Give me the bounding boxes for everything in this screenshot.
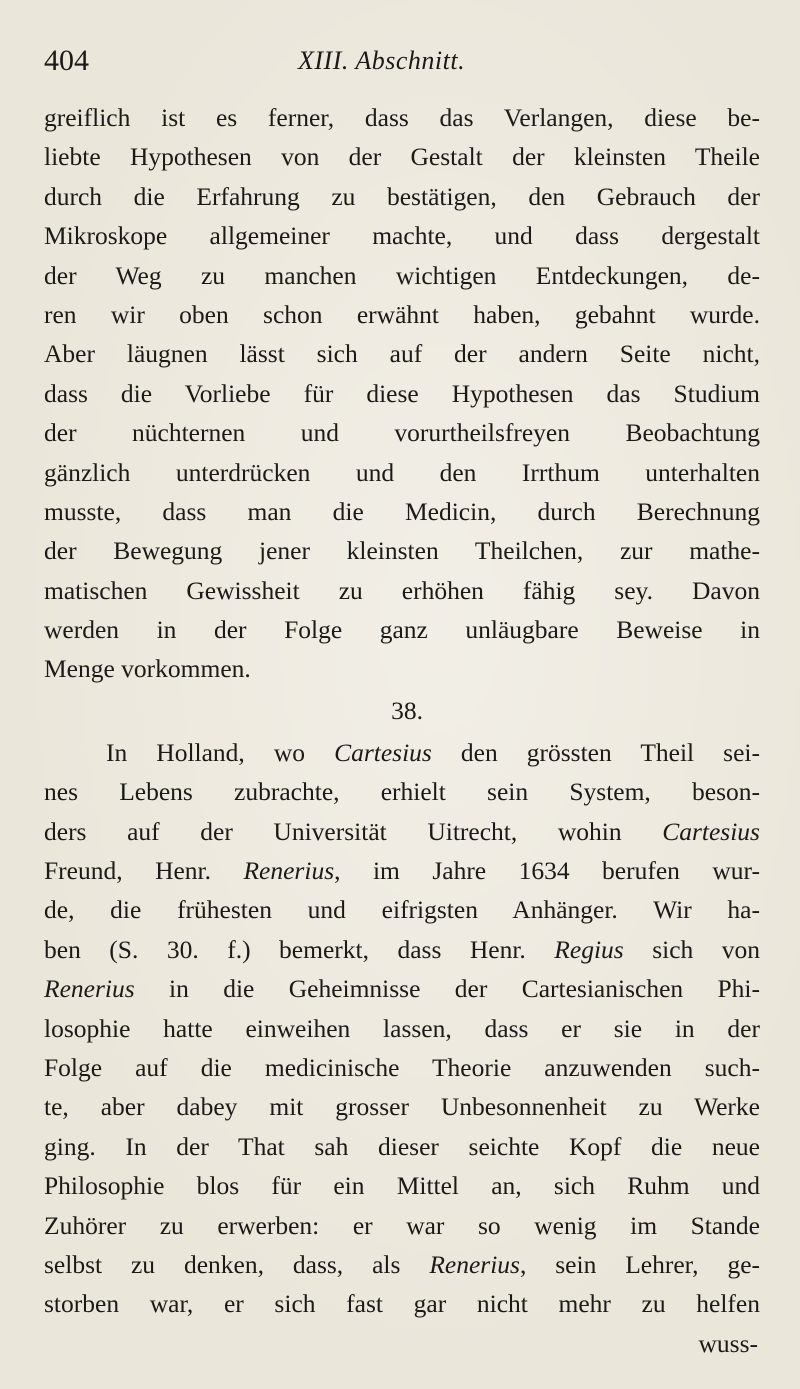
text-run: in die Geheimnisse der Cartesianischen Phi- (134, 974, 760, 1004)
text-line (44, 733, 760, 772)
text-line: der Bewegung jener kleinsten Theilchen, zur mathe- (44, 536, 760, 566)
text-run: den grössten Theil sei- (431, 737, 760, 767)
text-line (44, 930, 760, 969)
text-line (44, 812, 760, 851)
text-run: selbst zu denken, dass, als (44, 1249, 430, 1279)
text-line: liebte Hypothesen von der Gestalt der kleinsten Theile (44, 142, 760, 172)
person-name: Regius (554, 934, 624, 964)
person-name: Renerius (44, 974, 135, 1004)
text-line: durch die Erfahrung zu bestätigen, den Gebrauch der (44, 181, 760, 211)
text-line: musste, dass man die Medicin, durch Berechnung (44, 496, 760, 526)
text-line: der Weg zu manchen wichtigen Entdeckungen, de- (44, 260, 760, 290)
text-run: ders auf der Universität Uitrecht, wohin (44, 816, 663, 846)
text-line: Folge auf die medicinische Theorie anzuwenden such- (44, 1052, 760, 1082)
text-line: ren wir oben schon erwähnt haben, gebahnt wurde. (44, 299, 760, 329)
catchword: wuss- (698, 1328, 758, 1358)
text-run: In Holland, wo (106, 737, 335, 767)
text-line: Zuhörer zu erwerben: er war so wenig im Stande (44, 1210, 760, 1240)
text-line: werden in der Folge ganz unläugbare Beweise in (44, 615, 760, 645)
text-line: Mikroskope allgemeiner machte, und dass dergestalt (44, 221, 760, 251)
text-run: ben (S. 30. f.) bemerkt, dass Henr. (44, 934, 555, 964)
text-line (44, 969, 760, 1008)
text-line (44, 1245, 760, 1284)
person-name: Cartesius (662, 816, 760, 846)
paragraph-2 (44, 733, 760, 1363)
text-line: storben war, er sich fast gar nicht mehr zu helfen (44, 1289, 760, 1319)
person-name: Cartesius (334, 737, 432, 767)
text-line: gänzlich unterdrücken und den Irrthum unterhalten (44, 457, 760, 487)
text-line: greiflich ist es ferner, dass das Verlangen, diese be- (44, 103, 760, 132)
text-run: , sein Lehrer, ge- (519, 1249, 760, 1279)
section-number: 38. (391, 695, 423, 725)
text-line: Aber läugnen lässt sich auf der andern Seite nicht, (44, 339, 760, 369)
text-run: , im Jahre 1634 berufen wur- (334, 856, 760, 886)
text-run: Freund, Henr. (44, 856, 244, 886)
page-header (40, 40, 750, 86)
text-line: losophie hatte einweihen lassen, dass er sie in der (44, 1013, 760, 1043)
paragraph-1 (44, 98, 760, 689)
text-line: ging. In der That sah dieser seichte Kopf die neue (44, 1131, 760, 1161)
text-line: Philosophie blos für ein Mittel an, sich Ruhm und (44, 1171, 760, 1201)
page-number: 404 (44, 44, 89, 77)
text-line: te, aber dabey mit grosser Unbesonnenheit zu Werke (44, 1092, 760, 1122)
text-line: matischen Gewissheit zu erhöhen fähig sey. Davon (44, 575, 760, 605)
person-name: Renerius (429, 1249, 520, 1279)
running-head: XIII. Abschnitt. (298, 46, 466, 75)
text-line: dass die Vorliebe für diese Hypothesen das Studium (44, 378, 760, 408)
text-run: sich von (623, 934, 760, 964)
body-text (44, 98, 760, 1363)
text-line (44, 851, 760, 890)
text-line: der nüchternen und vorurtheilsfreyen Beobachtung (44, 418, 760, 448)
text-line: Menge vorkommen. (44, 654, 251, 684)
text-line: nes Lebens zubrachte, erhielt sein System, beson- (44, 777, 760, 807)
person-name: Renerius (243, 856, 335, 886)
text-line: de, die frühesten und eifrigsten Anhänger. Wir ha- (44, 895, 760, 925)
